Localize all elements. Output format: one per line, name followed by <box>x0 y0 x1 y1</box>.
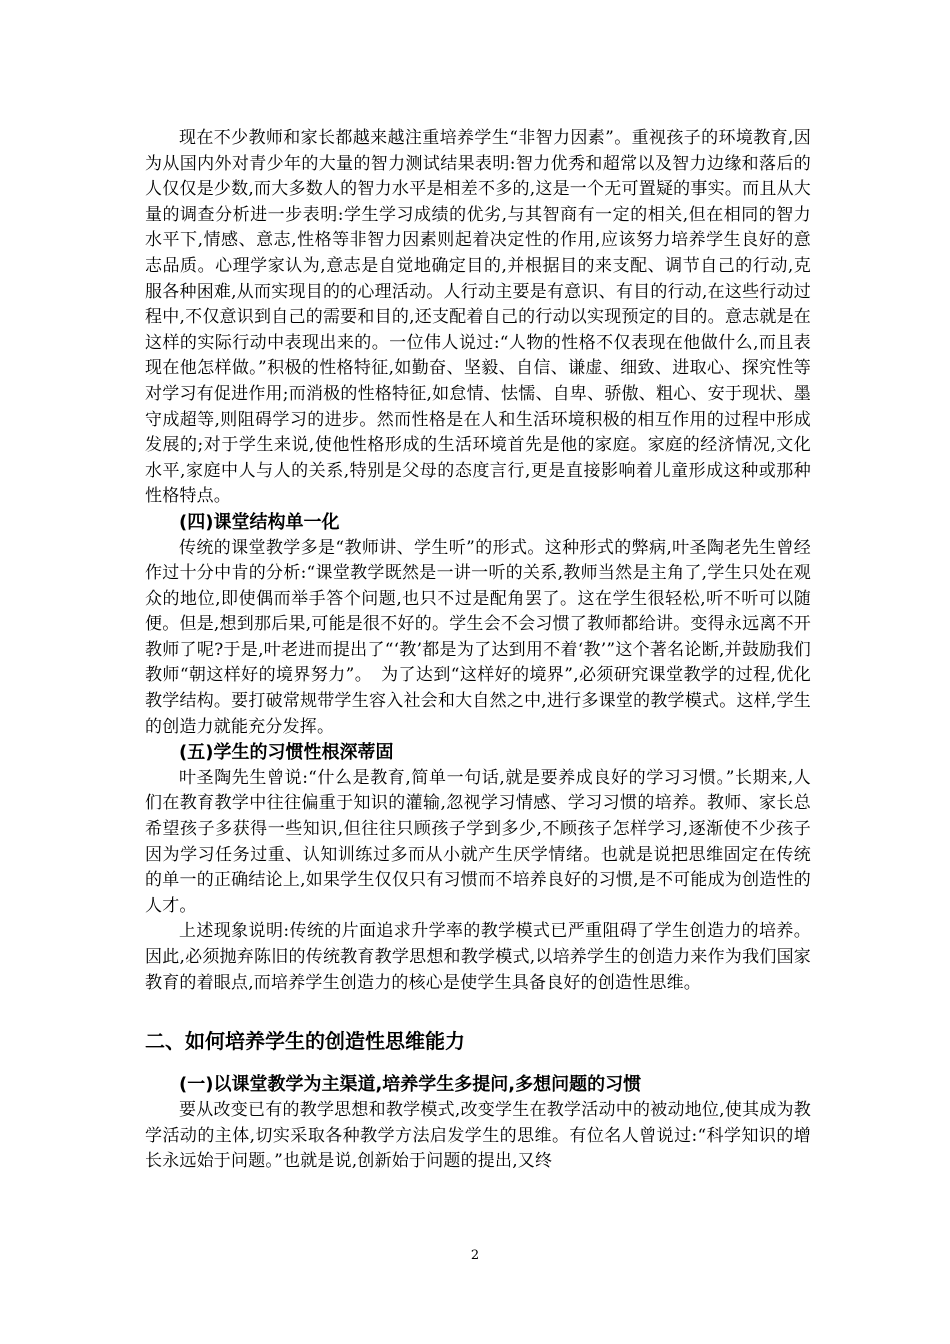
paragraph-non-intelligence-factors: 现在不少教师和家长都越来越注重培养学生“非智力因素”。重视孩子的环境教育,因为从国内外对青少年的大量的智力测试结果表明:智力优秀和超常以及智力边缘和落后的人仅仅是少数,而大多数人的智力水平是相差不多的,这是一个无可置疑的事实。而且从大量的调查分析进一步表明:学生学习成绩的优劣,与其智商有一定的相关,但在相同的智力水平下,情感、意志,性格等非智力因素则起着决定性的作用,应该努力培养学生良好的意志品质。心理学家认为,意志是自觉地确定目的,并根据目的来支配、调节自己的行动,克服各种困难,从而实现目的的心理活动。人行动主要是有意识、有目的行动,在这些行动过程中,不仅意识到自己的需要和目的,还支配着自己的行动以实现预定的目的。意志就是在这样的实际行动中表现出来的。一位伟人说过:“人物的性格不仅表现在他做什么,而且表现在他怎样做。”积极的性格特征,如勤奋、坚毅、自信、谦虚、细致、进取心、探究性等对学习有促进作用;而消极的性格特征,如怠情、怯懦、自卑、骄傲、粗心、安于现状、墨守成超等,则阻碍学习的进步。然而性格是在人和生活环境积极的相互作用的过程中形成发展的;对于学生来说,使他性格形成的生活环境首先是他的家庭。家庭的经济情况,文化水平,家庭中人与人的关系,特别是父母的态度言行,更是直接影响着儿童形成这种或那种性格特点。 <box>145 128 811 507</box>
paragraph-traditional-teaching: 传统的课堂教学多是“教师讲、学生听”的形式。这种形式的弊病,叶圣陶老先生曾经作过十分中肯的分析:“课堂教学既然是一讲一听的关系,教师当然是主角了,学生只处在观众的地位,即使偶而举手答个问题,也只不过是配角罢了。这在学生很轻松,听不听可以随便。但是,想到那后果,可能是很不好的。学生会不会习惯了教师都给讲。变得永远离不开教师了呢?于是,叶老进而提出了“‘教’都是为了达到用不着‘教’”这个著名论断,并鼓励我们教师“朝这样好的境界努力”。 为了达到“这样好的境界”,必须研究课堂教学的过程,优化教学结构。要打破常规带学生容入社会和大自然之中,进行多课堂的教学模式。这样,学生的创造力就能充分发挥。 <box>145 537 811 737</box>
paragraph-teaching-methods: 要从改变已有的教学思想和教学模式,改变学生在教学活动中的被动地位,使其成为教学活动的主体,切实采取各种教学方法启发学生的思维。有位名人曾说过:“科学知识的增长永远始于问题。”也就是说,创新始于问题的提出,又终 <box>145 1100 811 1172</box>
section-heading-creative-thinking: 二、如何培养学生的创造性思维能力 <box>145 1029 465 1054</box>
paragraph-summary: 上述现象说明:传统的片面追求升学率的教学模式已严重阻碍了学生创造力的培养。因此,必须抛弃陈旧的传统教育教学思想和教学模式,以培养学生的创造力来作为我们国家教育的着眼点,而培养学生创造力的核心是使学生具备良好的创造性思维。 <box>145 921 811 993</box>
heading-classroom-structure: (四)课堂结构单一化 <box>179 511 340 533</box>
page-body <box>145 126 811 1175</box>
heading-classroom-questioning: (一)以课堂教学为主渠道,培养学生多提问,多想问题的习惯 <box>179 1074 642 1096</box>
page-number: 2 <box>470 1248 480 1263</box>
paragraph-learning-habits: 叶圣陶先生曾说:“什么是教育,简单一句话,就是要养成良好的学习习惯。”长期来,人们在教育教学中往往偏重于知识的灌输,忽视学习情感、学习习惯的培养。教师、家长总希望孩子多获得一些知识,但往往只顾孩子学到多少,不顾孩子怎样学习,逐渐使不少孩子因为学习任务过重、认知训练过多而从小就产生厌学情绪。也就是说把思维固定在传统的单一的正确结论上,如果学生仅仅只有习惯而不培养良好的习惯,是不可能成为创造性的人才。 <box>145 767 811 916</box>
heading-student-habits: (五)学生的习惯性根深蒂固 <box>179 742 394 764</box>
